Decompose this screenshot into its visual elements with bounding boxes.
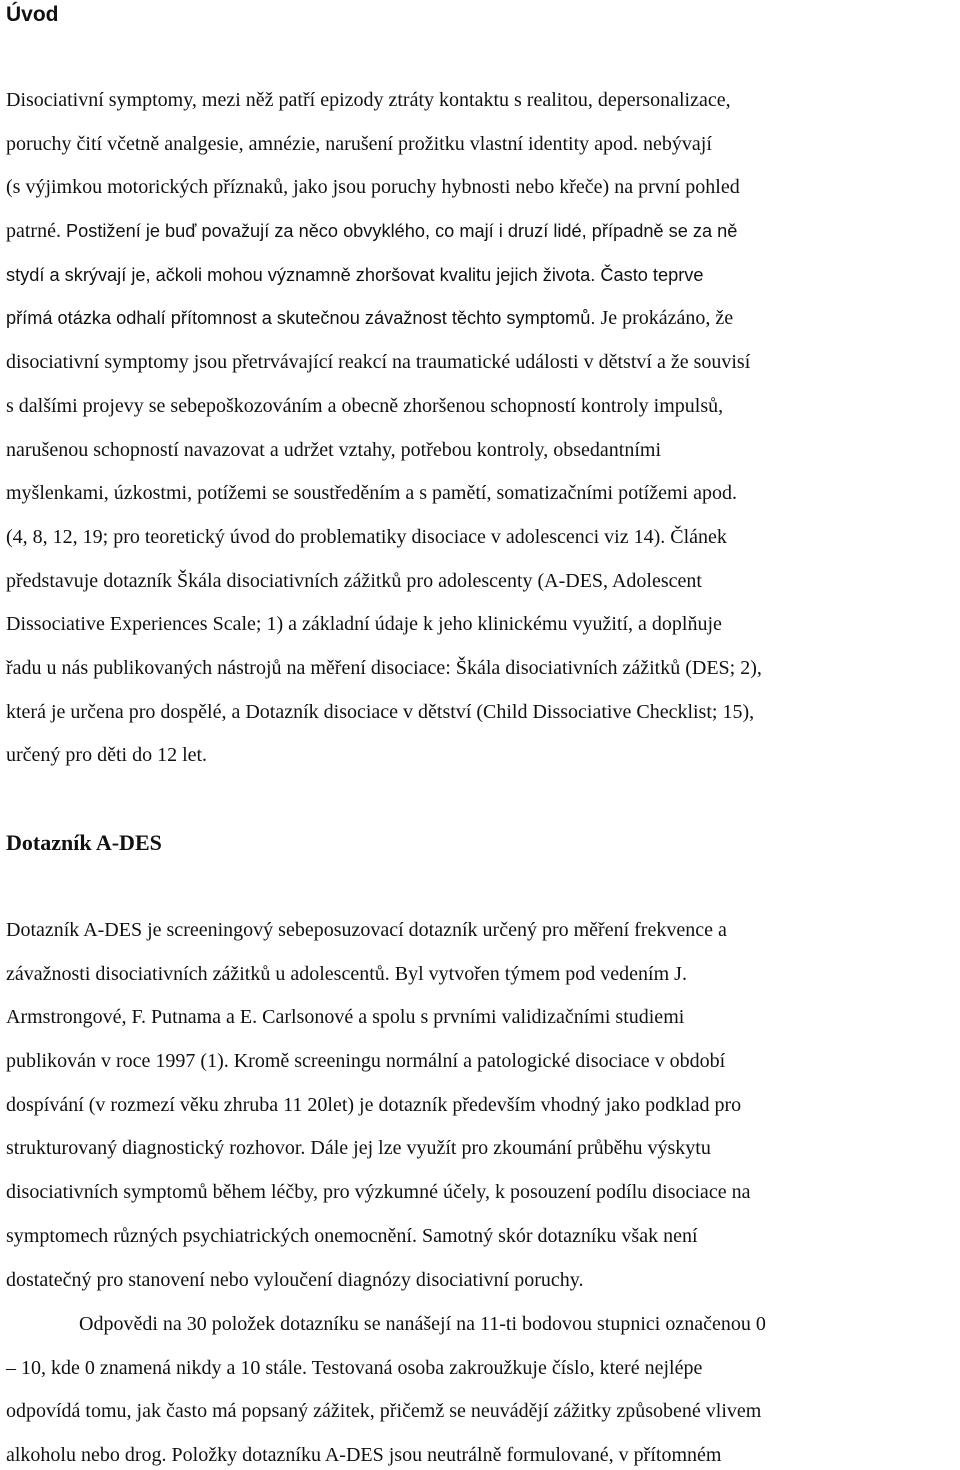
text-run: Postižení je buď považují za něco obvyklého, co mají i druzí lidé, případně se za ně (65, 221, 738, 242)
text-run: symptomech různých psychiatrických onemocnění. Samotný skór dotazníku však není (6, 1224, 698, 1247)
text-run: narušenou schopností navazovat a udržet vztahy, potřebou kontroly, obsedantními (6, 438, 662, 461)
text-line (6, 996, 956, 1040)
text-line (6, 123, 956, 167)
text-line (6, 1127, 956, 1171)
text-line (6, 1303, 956, 1347)
text-run: disociativní symptomy jsou přetrvávající reakcí na traumatické události v dětství a že souvisí (6, 351, 751, 374)
text-line (6, 734, 956, 778)
text-run: Je prokázáno, že (600, 307, 734, 330)
text-line (6, 79, 956, 123)
text-line (6, 1347, 956, 1391)
text-run: která je určena pro dospělé, a Dotazník disociace v dětství (Child Dissociative Checklist; 15), (6, 700, 755, 723)
text-run: disociativních symptomů během léčby, pro výzkumné účely, k posouzení podílu disociace na (6, 1181, 751, 1204)
text-run: s dalšími projevy se sebepoškozováním a obecně zhoršenou schopností kontroly impulsů, (6, 394, 724, 417)
text-run: patrné. (6, 220, 66, 243)
text-run: poruchy čití včetně analgesie, amnézie, narušení prožitku vlastní identity apod. nebývají (6, 132, 712, 155)
text-line (6, 691, 956, 735)
text-run: strukturovaný diagnostický rozhovor. Dále jej lze využít pro zkoumání průběhu výskytu (6, 1137, 711, 1160)
section-heading-dotaznik: Dotazník A-DES (6, 830, 162, 855)
text-run: odpovídá tomu, jak často má popsaný zážitek, přičemž se neuvádějí zážitky způsobené vlivem (6, 1400, 762, 1423)
text-run: (4, 8, 12, 19; pro teoretický úvod do problematiky disociace v adolescenci viz 14). Článek (6, 525, 727, 548)
text-line (6, 1259, 956, 1303)
paragraph-intro (6, 79, 956, 778)
text-line (6, 603, 956, 647)
text-run: alkoholu nebo drog. Položky dotazníku A-DES jsou neutrálně formulované, v přítomném (6, 1444, 722, 1467)
text-run: stydí a skrývají je, ačkoli mohou významně zhoršovat kvalitu jejich života. Často teprve (6, 264, 704, 285)
text-line (6, 166, 956, 210)
text-line (6, 953, 956, 997)
text-run: myšlenkami, úzkostmi, potížemi se soustředěním a s pamětí, somatizačními potížemi apod. (6, 482, 737, 505)
text-run: Dissociative Experiences Scale; 1) a základní údaje k jeho klinickému využití, a doplňuje (6, 613, 722, 636)
text-line (6, 909, 956, 953)
text-line (6, 472, 956, 516)
section-heading-uvod: Úvod (6, 3, 59, 26)
text-line (6, 1040, 956, 1084)
text-line (6, 1084, 956, 1128)
text-line (6, 1434, 956, 1470)
text-run: dostatečný pro stanovení nebo vyloučení diagnózy disociativní poruchy. (6, 1268, 584, 1291)
text-line (6, 1215, 956, 1259)
text-line (6, 254, 956, 298)
text-line (6, 210, 956, 254)
text-run: Odpovědi na 30 položek dotazníku se nanášejí na 11-ti bodovou stupnici označenou 0 (79, 1313, 766, 1335)
text-line (6, 297, 956, 341)
text-line (6, 560, 956, 604)
paragraph-dotaznik (6, 909, 956, 1302)
text-run: publikován v roce 1997 (1). Kromě screeningu normální a patologické disociace v období (6, 1050, 726, 1073)
text-line (6, 516, 956, 560)
text-run: Disociativní symptomy, mezi něž patří epizody ztráty kontaktu s realitou, depersonalizace, (6, 89, 731, 111)
text-run: Dotazník A-DES je screeningový sebeposuzovací dotazník určený pro měření frekvence a (6, 919, 727, 941)
text-line (6, 429, 956, 473)
text-line (6, 385, 956, 429)
text-run: Armstrongové, F. Putnama a E. Carlsonové a spolu s prvními validizačními studiemi (6, 1006, 685, 1029)
text-line (6, 341, 956, 385)
text-run: (s výjimkou motorických příznaků, jako jsou poruchy hybnosti nebo křeče) na první pohled (6, 176, 740, 199)
text-run: určený pro děti do 12 let. (6, 744, 208, 767)
text-run: závažnosti disociativních zážitků u adolescentů. Byl vytvořen týmem pod vedením J. (6, 962, 687, 985)
text-run: přímá otázka odhalí přítomnost a skutečnou závažnost těchto symptomů. (6, 308, 601, 329)
text-run: řadu u nás publikovaných nástrojů na měření disociace: Škála disociativních zážitků (DES; 2), (6, 656, 762, 679)
text-line (6, 1171, 956, 1215)
text-run: představuje dotazník Škála disociativních zážitků pro adolescenty (A-DES, Adolescent (6, 569, 702, 592)
text-line (6, 647, 956, 691)
text-run: dospívání (v rozmezí věku zhruba 11 20let) je dotazník především vhodný jako podklad pro (6, 1093, 742, 1116)
text-run: – 10, kde 0 znamená nikdy a 10 stále. Testovaná osoba zakroužkuje číslo, které nejlépe (6, 1356, 703, 1379)
text-line (6, 1390, 956, 1434)
paragraph-odpovedi (6, 1303, 956, 1470)
